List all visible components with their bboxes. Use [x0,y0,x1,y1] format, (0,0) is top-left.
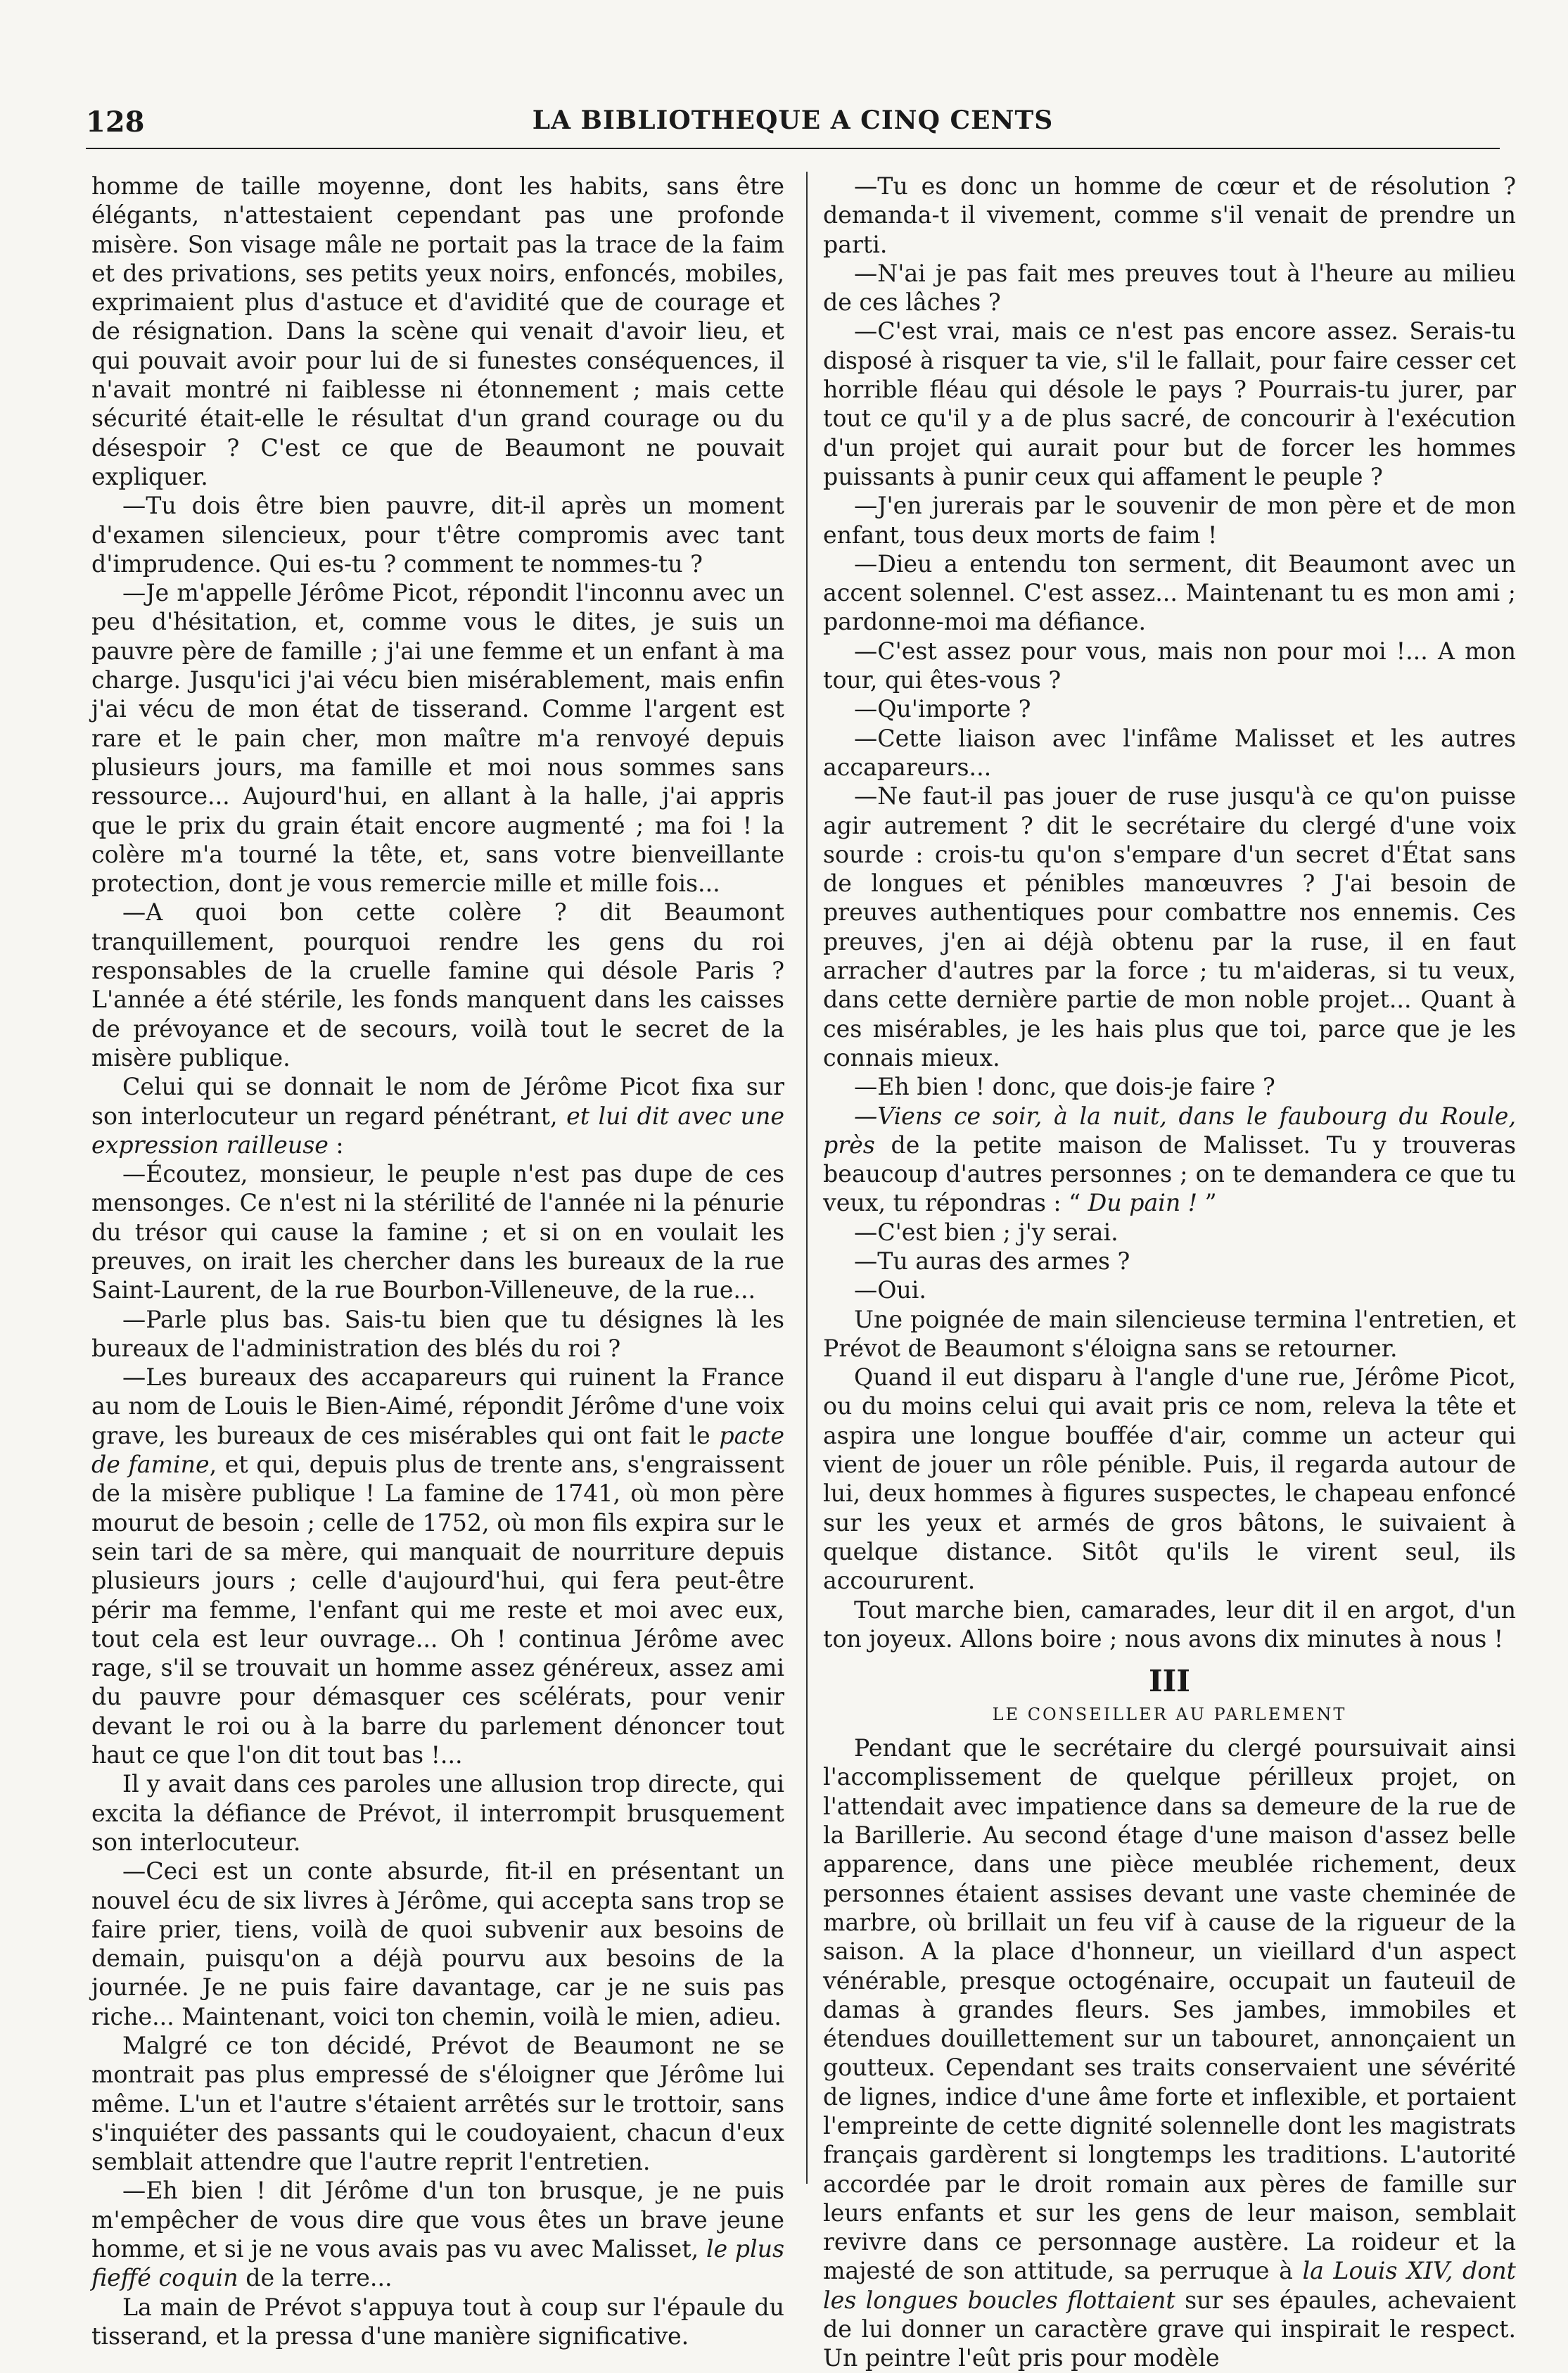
paragraph: homme de taille moyenne, dont les habits, sans être élégants, n'attestaient cependant pas une profonde misère. Son visage mâle ne portait pas la trace de la faim et des privations, ses petits yeux noirs, enfoncés, mobiles, exprimaient plus d'astuce et d'avidité que de courage et de résignation. Dans la scène qui venait d'avoir lieu, et qui pouvait avoir pour lui de si funestes conséquences, il n'avait montré ni faiblesse ni étonnement ; mais cette sécurité était-elle le résultat d'un grand courage ou du désespoir ? C'est ce que de Beaumont ne pouvait expliquer. [91,172,784,490]
paragraph [823,1102,1516,1218]
chapter-title: LE CONSEILLER AU PARLEMENT [992,1705,1347,1725]
paragraph: La main de Prévot s'appuya tout à coup sur l'épaule du tisserand, et la pressa d'une manière significative. [91,2293,784,2350]
paragraph: —C'est vrai, mais ce n'est pas encore assez. Serais-tu disposé à risquer ta vie, s'il le fallait, pour faire cesser cet horrible fléau qui désole le pays ? Pourrais-tu jurer, par tout ce qu'il y a de plus sacré, de concourir à l'exécution d'un projet qui aurait pour but de forcer les hommes puissants à punir ceux qui affament le peuple ? [823,317,1516,490]
paragraph: —Eh bien ! donc, que dois-je faire ? [854,1073,1275,1101]
paragraph: —Écoutez, monsieur, le peuple n'est pas dupe de ces mensonges. Ce n'est ni la stérilité de l'année ni la pénurie du trésor qui cause la famine ; et si on en voulait les preuves, on irait les chercher dans les bureaux de la rue Saint-Laurent, de la rue Bourbon-Villeneuve, de la rue... [91,1160,784,1304]
italic-run: pacte de famine [91,1421,784,1479]
paragraph: —Je m'appelle Jérôme Picot, répondit l'inconnu avec un peu d'hésitation, et, comme vous le dites, je suis un pauvre père de famille ; j'ai une femme et un enfant à ma charge. Jusqu'ici j'ai vécu bien misérablement, mais enfin j'ai vécu de mon état de tisserand. Comme l'argent est rare et le pain cher, mon maître m'a renvoyé depuis plusieurs jours, ma famille et moi nous sommes sans ressource... Aujourd'hui, en allant à la halle, j'ai appris que le prix du grain était encore augmenté ; ma foi ! la colère m'a tourné la tête, et, sans votre bienveillante protection, dont je vous remercie mille et mille fois... [91,579,784,898]
paragraph [91,1072,784,1159]
italic-run: le plus fieffé coquin [91,2235,784,2292]
italic-run: Du pain ! [1088,1189,1198,1217]
paragraph: Quand il eut disparu à l'angle d'une rue, Jérôme Picot, ou du moins celui qui avait pris ce nom, releva la tête et aspira une longue bouffée d'air, comme un acteur qui vient de jouer un rôle pénible. Puis, il regarda autour de lui, deux hommes à figures suspectes, le chapeau enfoncé sur les yeux et armés de gros bâtons, le suivaient à quelque distance. Sitôt qu'ils le virent seul, ils accoururent. [823,1363,1516,1595]
column-divider [806,172,808,2184]
paragraph [91,2176,784,2292]
paragraph: —C'est assez pour vous, mais non pour moi !... A mon tour, qui êtes-vous ? [823,637,1516,694]
paragraph: Il y avait dans ces paroles une allusion trop directe, qui excita la défiance de Prévot, il interrompit brusquement son interlocuteur. [91,1770,784,1856]
paragraph: —Ne faut-il pas jouer de ruse jusqu'à ce qu'on puisse agir autrement ? dit le secrétaire du clergé d'une voix sourde : crois-tu qu'on s'empare d'un secret d'État sans de longues et pénibles manœuvres ? J'ai besoin de preuves authentiques pour combattre nos ennemis. Ces preuves, j'en ai déjà obtenu par la ruse, il en faut arracher d'autres par la force ; tu m'aideras, si tu veux, dans cette dernière partie de mon noble projet... Quant à ces misérables, je les hais plus que toi, parce que je les connais mieux. [823,782,1516,1071]
paragraph: —Oui. [854,1276,926,1304]
text-run: sur ses épaules, achevaient de lui donner un caractère grave qui inspirait le respect. Un peintre l'eût pris pour modèle [823,2286,1516,2372]
paragraph [91,1363,784,1769]
running-title: LA BIBLIOTHEQUE A CINQ CENTS [532,106,1054,135]
chapter-number: III [1149,1664,1190,1699]
paragraph: —A quoi bon cette colère ? dit Beaumont tranquillement, pourquoi rendre les gens du roi responsables de la cruelle famine qui désole Paris ? L'année a été stérile, les fonds manquent dans les caisses de prévoyance et de secours, voilà tout le secret de la misère publique. [91,898,784,1071]
right-column [823,172,1516,2372]
text-run: ” [1197,1189,1217,1217]
paragraph: —N'ai je pas fait mes preuves tout à l'heure au milieu de ces lâches ? [823,259,1516,317]
italic-run: et lui dit avec une expression railleuse [91,1102,785,1159]
italic-run: la Louis XIV, dont les longues boucles flottaient [823,2257,1516,2314]
paragraph: —Qu'importe ? [854,695,1031,723]
page-header [86,98,1500,149]
paragraph: —Cette liaison avec l'infâme Malisset et les autres accapareurs... [823,724,1516,781]
paragraph: —Parle plus bas. Sais-tu bien que tu désignes là les bureaux de l'administration des blés du roi ? [91,1305,784,1362]
text-run: Pendant que le secrétaire du clergé poursuivait ainsi l'accomplissement de quelque périlleux projet, on l'attendait avec impatience dans sa demeure de la rue de la Barillerie. Au second étage d'une maison d'assez belle apparence, dans une pièce meublée richement, deux personnes étaient assises devant une vaste cheminée de marbre, où brillait un feu vif à cause de la rigueur de la saison. A la place d'honneur, un vieillard d'un aspect vénérable, presque octogénaire, occupait un fauteuil de damas à grandes fleurs. Ses jambes, immobiles et étendues douillettement sur un tabouret, annonçaient un goutteux. Cependant ses traits conservaient une sévérité de lignes, indice d'une âme forte et inflexible, et portaient l'empreinte de cette dignité solennelle dont les magistrats français gardèrent si longtemps les traditions. L'autorité accordée par le droit romain aux pères de famille sur leurs enfants et sur les gens de leur maison, semblait revivre dans ce personnage austère. La roideur et la majesté de son attitude, sa perruque à [823,1734,1516,2285]
paragraph [823,1733,1516,2373]
paragraph: —Dieu a entendu ton serment, dit Beaumont avec un accent solennel. C'est assez... Maintenant tu es mon ami ; pardonne-moi ma défiance. [823,549,1516,636]
italic-run: —Viens ce soir, à la nuit, dans le faubourg du Roule, près [823,1102,1516,1159]
paragraph: —J'en jurerais par le souvenir de mon père et de mon enfant, tous deux morts de faim ! [823,492,1516,549]
text-run: , et qui, depuis plus de trente ans, s'engraissent de la misère publique ! La famine de 1741, où mon père mourut de besoin ; celle de 1752, où mon fils expira sur le sein tari de sa mère, qui manquait de nourriture depuis plusieurs jours ; celle d'aujourd'hui, qui fera peut-être périr ma femme, l'enfant qui me reste et moi avec eux, tout cela est leur ouvrage... Oh ! continua Jérôme avec rage, s'il se trouvait un homme assez généreux, assez ami du pauvre pour démasquer ces scélérats, pour venir devant le roi ou à la barre du parlement dénoncer tout haut ce que l'on dit tout bas !... [91,1451,785,1769]
left-column [91,172,785,2350]
text-run: de la terre... [238,2264,393,2292]
text-run: : [328,1131,344,1159]
paragraph: —C'est bien ; j'y serai. [854,1218,1118,1246]
text-run: —Les bureaux des accapareurs qui ruinent la France au nom de Louis le Bien-Aimé, répondit Jérôme d'une voix grave, les bureaux de ces misérables qui ont fait le [91,1363,784,1449]
text-run: de la petite maison de Malisset. Tu y trouveras beaucoup d'autres personnes ; on te demandera ce que tu veux, tu répondras : “ [823,1131,1516,1217]
paragraph: —Tu auras des armes ? [854,1247,1130,1275]
text-run: Celui qui se donnait le nom de Jérôme Picot fixa sur son interlocuteur un regard pénétrant, [91,1073,784,1130]
paragraph: Tout marche bien, camarades, leur dit il en argot, d'un ton joyeux. Allons boire ; nous avons dix minutes à nous ! [823,1596,1516,1653]
paragraph: —Tu es donc un homme de cœur et de résolution ? demanda-t il vivement, comme s'il venait de prendre un parti. [823,172,1516,258]
page-number: 128 [86,106,145,139]
text-run: —Eh bien ! dit Jérôme d'un ton brusque, je ne puis m'empêcher de vous dire que vous êtes un brave jeune homme, et si je ne vous avais pas vu avec Malisset, [91,2177,784,2263]
paragraph: Une poignée de main silencieuse termina l'entretien, et Prévot de Beaumont s'éloigna sans se retourner. [823,1305,1516,1362]
paragraph: —Tu dois être bien pauvre, dit-il après un moment d'examen silencieux, pour t'être compromis avec tant d'imprudence. Qui es-tu ? comment te nommes-tu ? [91,492,784,578]
paragraph: —Ceci est un conte absurde, fit-il en présentant un nouvel écu de six livres à Jérôme, qui accepta sans trop se faire prier, tiens, voilà de quoi subvenir aux besoins de demain, puisqu'on a déjà pourvu aux besoins de la journée. Je ne puis faire davantage, car je ne suis pas riche... Maintenant, voici ton chemin, voilà le mien, adieu. [91,1857,784,2030]
paragraph: Malgré ce ton décidé, Prévot de Beaumont ne se montrait pas plus empressé de s'éloigner que Jérôme lui même. L'un et l'autre s'étaient arrêtés sur le trottoir, sans s'inquiéter des passants qui le coudoyaient, chacun d'eux semblait attendre que l'autre reprit l'entretien. [91,2032,784,2176]
